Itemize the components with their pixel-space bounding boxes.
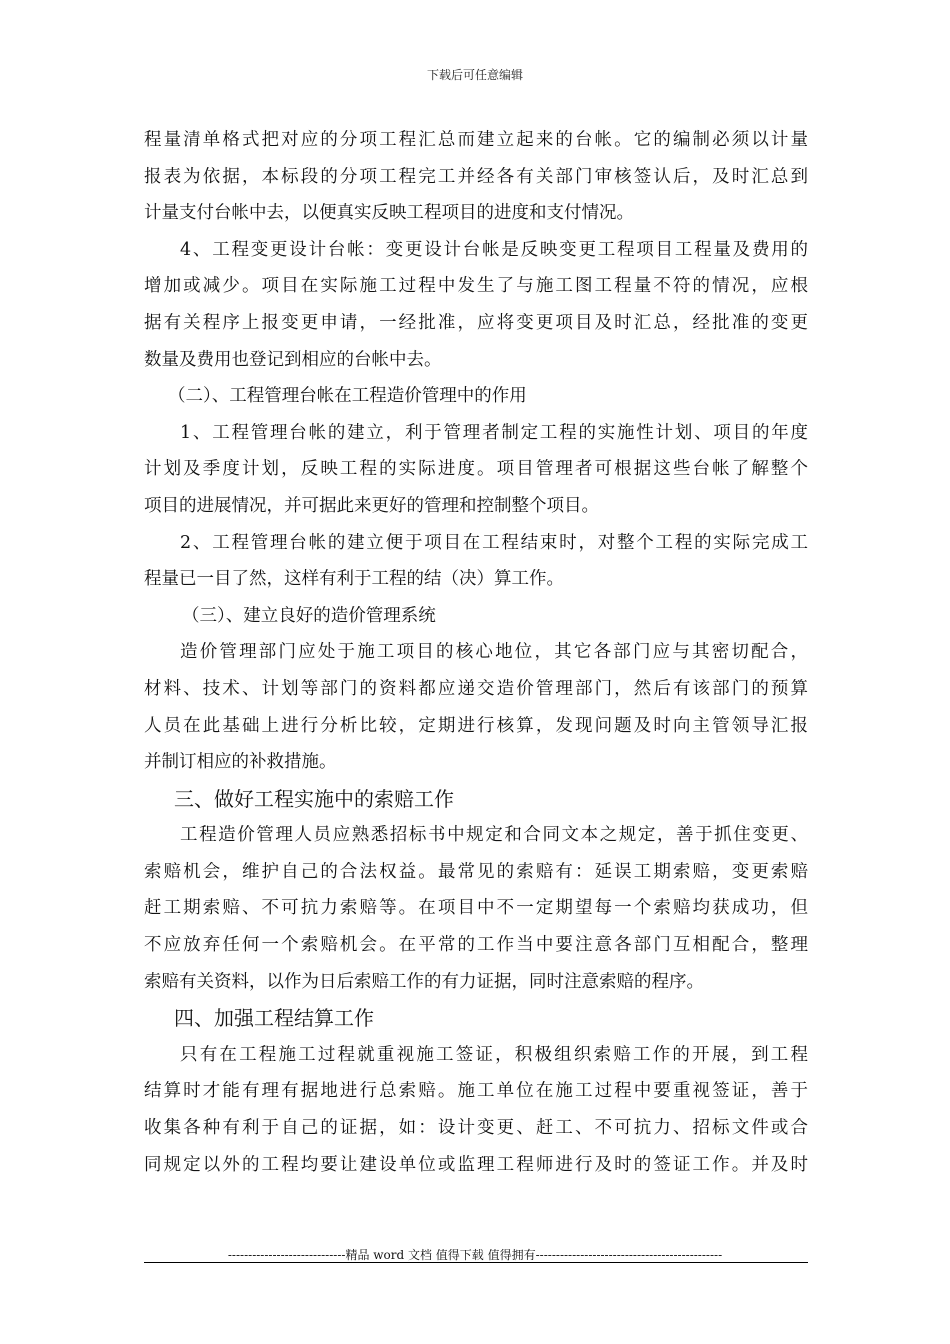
text-line: （三）、建立良好的造价管理系统 bbox=[182, 605, 436, 626]
text-line: 程量清单格式把对应的分项工程汇总而建立起来的台帐。它的编制必须以计量 bbox=[144, 130, 808, 150]
section-heading: 四、加强工程结算工作 bbox=[174, 1006, 374, 1031]
text-line: 计划及季度计划，反映工程的实际进度。项目管理者可根据这些台帐了解整个 bbox=[144, 459, 808, 480]
text-line: 数量及费用也登记到相应的台帐中去。 bbox=[144, 349, 442, 370]
text-line: 收集各种有利于自己的证据，如：设计变更、赶工、不可抗力、招标文件或合 bbox=[144, 1118, 808, 1139]
text-line: 不应放弃任何一个索赔机会。在平常的工作当中要注意各部门互相配合，整理 bbox=[144, 935, 808, 956]
text-line: （二）、工程管理台帐在工程造价管理中的作用 bbox=[168, 386, 527, 407]
text-line: 索赔有关资料，以作为日后索赔工作的有力证据，同时注意索赔的程序。 bbox=[144, 971, 704, 992]
text-line: 结算时才能有理有据地进行总索赔。施工单位在施工过程中要重视签证，善于 bbox=[144, 1081, 808, 1102]
text-line: 1、工程管理台帐的建立，利于管理者制定工程的实施性计划、项目的年度 bbox=[180, 422, 808, 443]
text-line: 赶工期索赔、不可抗力索赔等。在项目中不一定期望每一个索赔均获成功，但 bbox=[144, 898, 808, 919]
text-line: 造价管理部门应处于施工项目的核心地位，其它各部门应与其密切配合， bbox=[180, 642, 808, 663]
text-line: 索赔机会，维护自己的合法权益。最常见的索赔有：延误工期索赔，变更索赔 bbox=[144, 861, 808, 882]
text-line: 2、工程管理台帐的建立便于项目在工程结束时，对整个工程的实际完成工 bbox=[180, 532, 808, 553]
text-line: 计量支付台帐中去，以便真实反映工程项目的进度和支付情况。 bbox=[144, 203, 634, 224]
text-line: 据有关程序上报变更申请，一经批准，应将变更项目及时汇总，经批准的变更 bbox=[144, 312, 808, 333]
text-line: 只有在工程施工过程就重视施工签证，积极组织索赔工作的开展，到工程 bbox=[180, 1044, 808, 1065]
text-line: 并制订相应的补救措施。 bbox=[144, 752, 337, 773]
text-line: 程量已一目了然，这样有利于工程的结（决）算工作。 bbox=[144, 569, 564, 590]
text-line: 项目的进展情况，并可据此来更好的管理和控制整个项目。 bbox=[144, 495, 599, 516]
text-line: 工程造价管理人员应熟悉招标书中规定和合同文本之规定，善于抓住变更、 bbox=[180, 825, 808, 846]
text-line: 4、工程变更设计台帐：变更设计台帐是反映变更工程项目工程量及费用的 bbox=[180, 239, 808, 260]
text-line: 人员在此基础上进行分析比较，定期进行核算，发现问题及时向主管领导汇报 bbox=[144, 715, 808, 736]
text-line: 增加或减少。项目在实际施工过程中发生了与施工图工程量不符的情况，应根 bbox=[144, 276, 808, 297]
footer-divider bbox=[144, 1262, 808, 1263]
document-body bbox=[144, 128, 808, 1189]
section-heading: 三、做好工程实施中的索赔工作 bbox=[174, 786, 454, 811]
text-line: 报表为依据，本标段的分项工程完工并经各有关部门审核签认后，及时汇总到 bbox=[144, 166, 808, 187]
text-line: 材料、技术、计划等部门的资料都应递交造价管理部门，然后有该部门的预算 bbox=[144, 678, 808, 699]
page-header: 下载后可任意编辑 bbox=[426, 68, 523, 82]
page-footer: -----------------------------精品 word 文档 值得下载 值得拥有---------------------------------------------- bbox=[227, 1248, 723, 1262]
text-line: 同规定以外的工程均要让建设单位或监理工程师进行及时的签证工作。并及时 bbox=[144, 1154, 808, 1175]
